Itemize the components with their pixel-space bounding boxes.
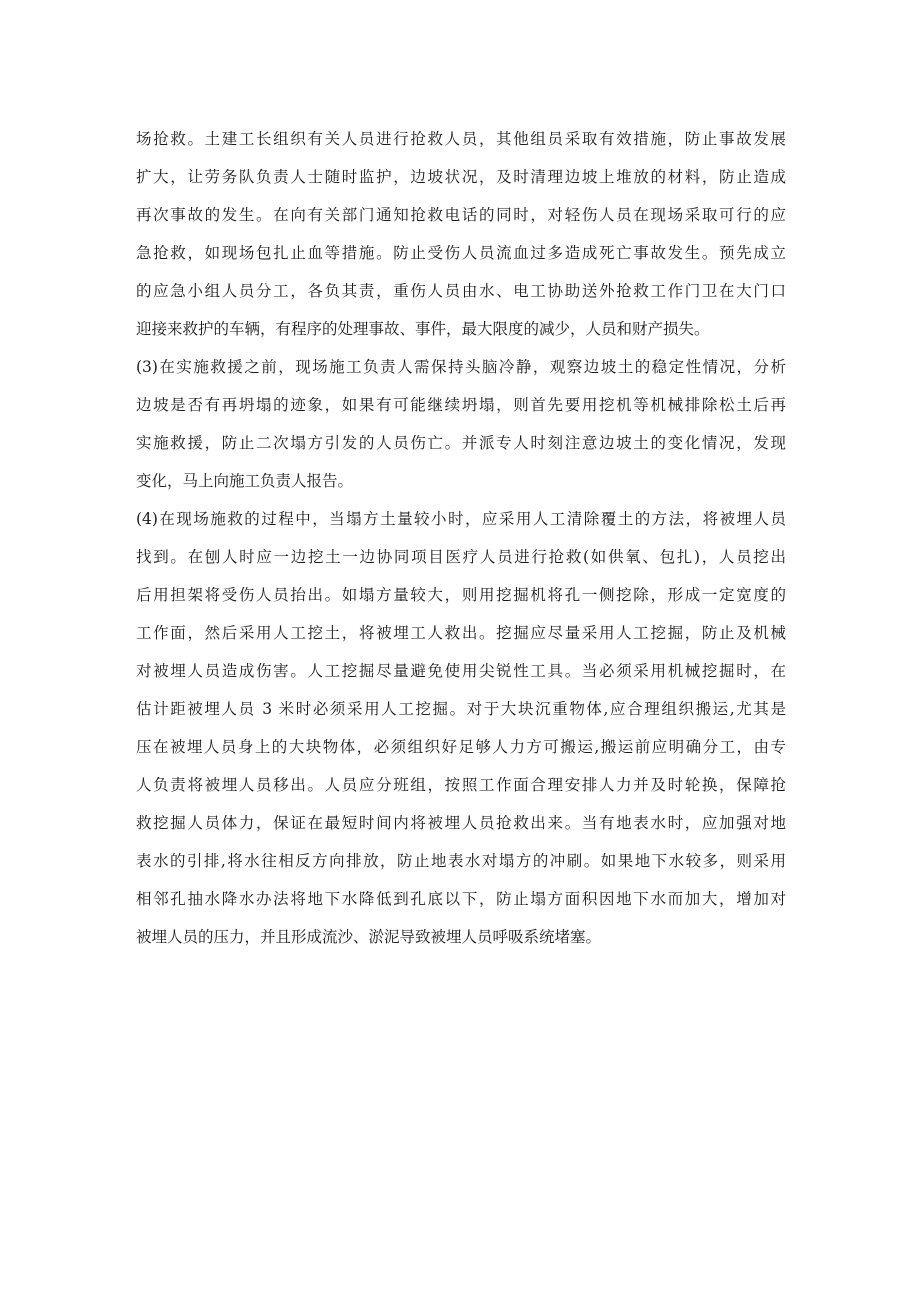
text-line: 人负责将被埋人员移出。人员应分班组，按照工作面合理安排人力并及时轮换，保障抢 xyxy=(136,776,786,794)
paragraph-rescue-organization xyxy=(136,120,786,348)
text-line: 扩大，让劳务队负责人士随时监护，边坡状况，及时清理边坡上堆放的材料，防止造成 xyxy=(136,168,786,186)
text-line: 估计距被埋人员 3 米时必须采用人工挖掘。对于大块沉重物体,应合理组织搬运,尤其是 xyxy=(136,700,786,718)
text-line: 压在被埋人员身上的大块物体，必须组织好足够人力方可搬运,搬运前应明确分工，由专 xyxy=(136,738,786,756)
text-line: 迎接来救护的车辆，有程序的处理事故、事件，最大限度的减少，人员和财产损失。 xyxy=(136,320,710,338)
text-line: 边坡是否有再坍塌的迹象，如果有可能继续坍塌，则首先要用挖机等机械排除松土后再 xyxy=(136,396,786,414)
text-line: 实施救援，防止二次塌方引发的人员伤亡。并派专人时刻注意边坡土的变化情况，发现 xyxy=(136,434,786,452)
text-line: 后用担架将受伤人员抬出。如塌方量较大，则用挖掘机将孔一侧挖除，形成一定宽度的 xyxy=(136,586,786,604)
text-line: (4)在现场施救的过程中，当塌方土量较小时，应采用人工清除覆土的方法，将被埋人员 xyxy=(136,510,786,528)
text-line: 找到。在刨人时应一边挖土一边协同项目医疗人员进行抢救(如供氧、包扎)，人员挖出 xyxy=(136,548,786,566)
text-line: 相邻孔抽水降水办法将地下水降低到孔底以下，防止塌方面积因地下水而加大，增加对 xyxy=(136,890,786,908)
text-line: 工作面，然后采用人工挖土，将被埋工人救出。挖掘应尽量采用人工挖掘，防止及机械 xyxy=(136,624,786,642)
text-line: 的应急小组人员分工，各负其责，重伤人员由水、电工协助送外抢救工作门卫在大门口 xyxy=(136,282,786,300)
text-line: 对被埋人员造成伤害。人工挖掘尽量避免使用尖锐性工具。当必须采用机械挖掘时，在 xyxy=(136,662,786,680)
paragraph-item-3 xyxy=(136,348,786,500)
document-body xyxy=(136,120,786,956)
text-line: 被埋人员的压力，并且形成流沙、淤泥导致被埋人员呼吸系统堵塞。 xyxy=(136,928,602,946)
text-line: 再次事故的发生。在向有关部门通知抢救电话的同时，对轻伤人员在现场采取可行的应 xyxy=(136,206,786,224)
text-line: 表水的引排,将水往相反方向排放，防止地表水对塌方的冲刷。如果地下水较多，则采用 xyxy=(136,852,786,870)
paragraph-item-4 xyxy=(136,500,786,956)
text-line: 变化，马上向施工负责人报告。 xyxy=(136,472,354,490)
text-line: 急抢救，如现场包扎止血等措施。防止受伤人员流血过多造成死亡事故发生。预先成立 xyxy=(136,244,786,262)
text-line: 救挖掘人员体力，保证在最短时间内将被埋人员抢救出来。当有地表水时，应加强对地 xyxy=(136,814,786,832)
text-line: (3)在实施救援之前，现场施工负责人需保持头脑冷静，观察边坡土的稳定性情况，分析 xyxy=(136,358,786,376)
text-line: 场抢救。土建工长组织有关人员进行抢救人员，其他组员采取有效措施，防止事故发展 xyxy=(136,130,786,148)
